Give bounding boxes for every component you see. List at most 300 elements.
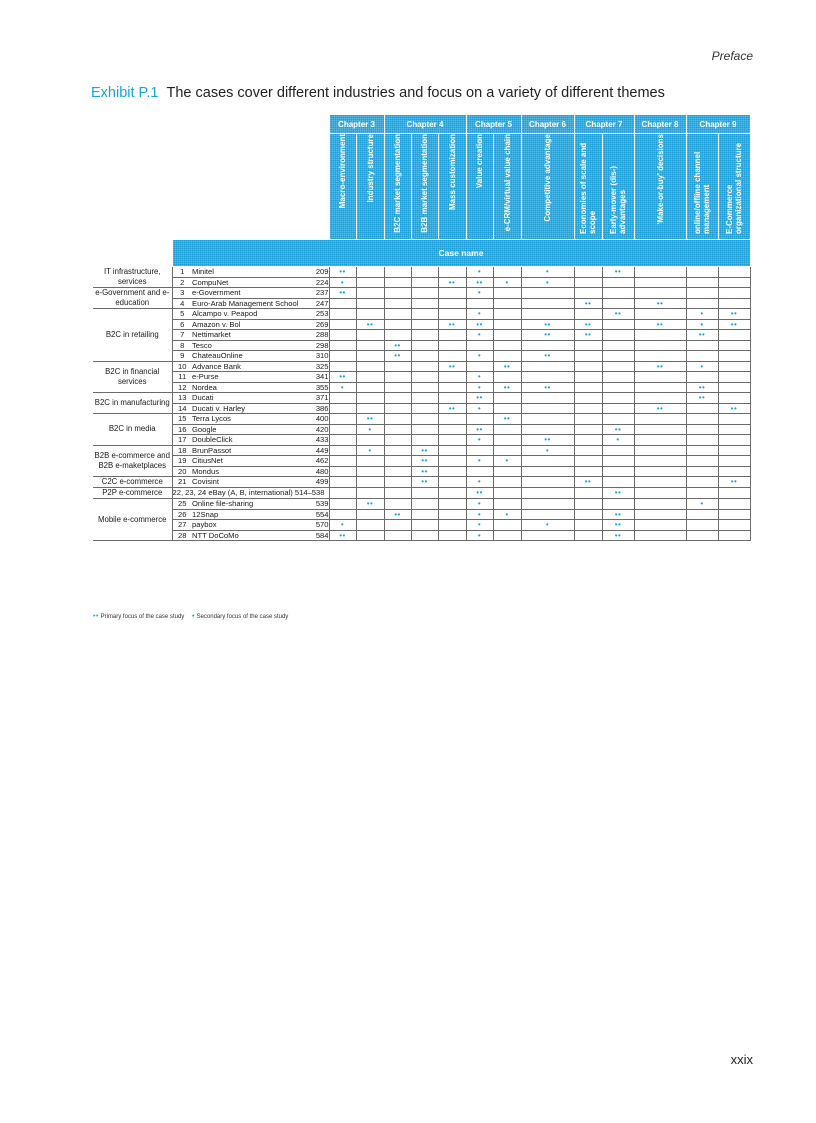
focus-mark — [686, 445, 718, 456]
focus-mark — [438, 382, 466, 393]
focus-mark — [329, 509, 356, 520]
theme-header — [384, 134, 411, 240]
focus-mark: •• — [521, 382, 574, 393]
focus-mark: •• — [411, 477, 438, 488]
theme-header — [329, 134, 356, 240]
case-name: Alcampo v. Peapod — [192, 309, 308, 320]
theme-header-label: B2C market segmentation — [393, 134, 402, 233]
focus-mark: • — [602, 435, 634, 446]
industry-group-label: Mobile e-commerce — [93, 499, 172, 541]
focus-mark — [411, 499, 438, 510]
focus-mark — [602, 456, 634, 467]
focus-mark: • — [493, 277, 521, 288]
focus-mark — [718, 298, 750, 309]
focus-mark — [718, 288, 750, 299]
exhibit-caption: The cases cover different industries and focus on a variety of different themes — [166, 85, 665, 101]
table-row — [93, 393, 750, 404]
focus-mark — [718, 267, 750, 278]
focus-mark: •• — [411, 466, 438, 477]
case-name: Euro-Arab Management School — [192, 298, 308, 309]
focus-mark — [634, 445, 686, 456]
focus-mark: •• — [466, 319, 493, 330]
focus-mark: • — [521, 445, 574, 456]
table-row — [93, 499, 750, 510]
focus-mark: •• — [574, 330, 602, 341]
case-number: 16 — [172, 424, 192, 435]
table-row — [93, 372, 750, 383]
focus-mark — [602, 319, 634, 330]
focus-mark — [634, 382, 686, 393]
focus-mark — [438, 298, 466, 309]
focus-mark — [384, 372, 411, 383]
focus-mark: •• — [634, 361, 686, 372]
focus-mark: •• — [602, 520, 634, 531]
chapter-header: Chapter 4 — [384, 115, 466, 134]
focus-mark — [493, 445, 521, 456]
focus-mark — [356, 393, 384, 404]
case-name: CompuNet — [192, 277, 308, 288]
focus-mark — [602, 351, 634, 362]
focus-mark — [574, 445, 602, 456]
focus-mark — [493, 488, 521, 499]
focus-mark — [602, 382, 634, 393]
case-name: BrunPassot — [192, 445, 308, 456]
focus-mark: • — [329, 520, 356, 531]
focus-mark: • — [686, 309, 718, 320]
focus-mark — [686, 414, 718, 425]
table-row — [93, 414, 750, 425]
case-page: 499 — [308, 477, 329, 488]
focus-mark — [686, 277, 718, 288]
focus-mark — [634, 488, 686, 499]
case-page: 433 — [308, 435, 329, 446]
focus-mark — [718, 424, 750, 435]
focus-mark — [329, 361, 356, 372]
theme-header-label: Value creation — [475, 134, 484, 189]
case-number: 10 — [172, 361, 192, 372]
focus-mark — [356, 477, 384, 488]
focus-mark — [411, 372, 438, 383]
focus-mark — [493, 520, 521, 531]
focus-mark: • — [521, 267, 574, 278]
focus-mark — [411, 277, 438, 288]
focus-mark — [329, 435, 356, 446]
theme-header-label: E-Commerce organizational structure — [725, 142, 743, 234]
case-name: DoubleClick — [192, 435, 308, 446]
industry-group-label: P2P e-commerce — [93, 488, 172, 499]
focus-mark — [438, 477, 466, 488]
focus-mark — [384, 530, 411, 541]
focus-mark — [384, 277, 411, 288]
focus-mark — [521, 309, 574, 320]
focus-mark — [411, 403, 438, 414]
header-spacer — [93, 240, 172, 267]
focus-mark — [521, 477, 574, 488]
focus-mark — [493, 372, 521, 383]
case-page: 253 — [308, 309, 329, 320]
focus-mark — [438, 340, 466, 351]
focus-mark — [356, 330, 384, 341]
focus-mark: • — [466, 372, 493, 383]
table-row — [93, 403, 750, 414]
chapter-header: Chapter 6 — [521, 115, 574, 134]
focus-mark: •• — [521, 330, 574, 341]
focus-mark — [411, 414, 438, 425]
focus-mark — [329, 309, 356, 320]
focus-mark — [686, 340, 718, 351]
focus-mark: •• — [602, 424, 634, 435]
focus-mark — [521, 424, 574, 435]
focus-mark — [411, 319, 438, 330]
focus-mark: •• — [384, 509, 411, 520]
table-row — [93, 277, 750, 288]
focus-mark — [634, 530, 686, 541]
focus-mark: •• — [686, 382, 718, 393]
page-number: xxix — [730, 1052, 753, 1067]
theme-header-label: Macro-environment — [338, 134, 347, 209]
header-spacer — [93, 115, 329, 134]
focus-mark — [438, 372, 466, 383]
focus-mark: •• — [438, 403, 466, 414]
focus-mark — [718, 509, 750, 520]
focus-mark — [521, 361, 574, 372]
focus-mark — [574, 372, 602, 383]
focus-mark: •• — [329, 267, 356, 278]
focus-mark — [411, 520, 438, 531]
focus-mark: •• — [356, 319, 384, 330]
focus-mark — [574, 466, 602, 477]
focus-mark — [493, 435, 521, 446]
case-name: Nettimarket — [192, 330, 308, 341]
industry-group-label: B2C in financial services — [93, 361, 172, 393]
focus-mark — [521, 530, 574, 541]
focus-mark — [466, 445, 493, 456]
focus-mark — [634, 288, 686, 299]
focus-mark: • — [356, 424, 384, 435]
case-number: 20 — [172, 466, 192, 477]
focus-mark — [384, 445, 411, 456]
focus-mark — [686, 403, 718, 414]
focus-mark — [574, 340, 602, 351]
theme-header-label: online/offline channel management — [693, 151, 711, 234]
focus-mark — [602, 361, 634, 372]
focus-mark — [602, 277, 634, 288]
theme-header-label: Early-mover (dis-) advantages — [609, 165, 627, 234]
theme-header — [466, 134, 493, 240]
exhibit-title — [91, 85, 665, 101]
focus-mark — [329, 393, 356, 404]
case-name: Google — [192, 424, 308, 435]
focus-mark: • — [521, 520, 574, 531]
focus-mark — [356, 340, 384, 351]
focus-mark — [718, 351, 750, 362]
focus-mark — [602, 330, 634, 341]
table-row — [93, 351, 750, 362]
focus-mark: •• — [466, 488, 493, 499]
focus-mark — [438, 288, 466, 299]
focus-mark — [438, 330, 466, 341]
focus-mark — [356, 382, 384, 393]
focus-mark — [493, 298, 521, 309]
case-number: 28 — [172, 530, 192, 541]
focus-mark — [686, 435, 718, 446]
focus-mark: •• — [356, 414, 384, 425]
focus-mark — [411, 393, 438, 404]
focus-mark — [384, 477, 411, 488]
focus-mark — [634, 414, 686, 425]
focus-mark — [574, 351, 602, 362]
focus-mark — [521, 466, 574, 477]
focus-mark — [329, 445, 356, 456]
focus-mark: • — [466, 403, 493, 414]
table-row — [93, 488, 750, 499]
theme-header-label: Mass customization — [447, 134, 457, 211]
focus-mark — [356, 435, 384, 446]
chapter-header: Chapter 8 — [634, 115, 686, 134]
focus-mark: •• — [521, 319, 574, 330]
focus-mark — [493, 499, 521, 510]
focus-mark — [329, 403, 356, 414]
focus-mark: • — [466, 267, 493, 278]
table-row — [93, 319, 750, 330]
focus-mark: •• — [466, 393, 493, 404]
focus-mark: •• — [686, 330, 718, 341]
case-page: 371 — [308, 393, 329, 404]
focus-mark: •• — [411, 445, 438, 456]
focus-mark — [634, 499, 686, 510]
focus-mark — [356, 309, 384, 320]
focus-mark: • — [466, 309, 493, 320]
focus-mark — [438, 520, 466, 531]
case-number: 2 — [172, 277, 192, 288]
focus-mark: • — [466, 509, 493, 520]
focus-mark — [384, 466, 411, 477]
focus-mark — [411, 298, 438, 309]
focus-mark — [718, 330, 750, 341]
focus-mark: •• — [466, 424, 493, 435]
table-row — [93, 509, 750, 520]
focus-mark — [686, 477, 718, 488]
focus-mark — [438, 456, 466, 467]
industry-group-label: B2B e-commerce and B2B e-maketplaces — [93, 445, 172, 477]
focus-mark — [356, 372, 384, 383]
focus-mark — [686, 298, 718, 309]
focus-mark — [493, 351, 521, 362]
focus-mark — [438, 530, 466, 541]
focus-mark — [602, 499, 634, 510]
case-number: 15 — [172, 414, 192, 425]
focus-mark — [493, 340, 521, 351]
focus-mark — [718, 488, 750, 499]
focus-mark — [356, 456, 384, 467]
focus-mark: •• — [521, 435, 574, 446]
case-name: 22, 23, 24 eBay (A, B, international) 514–538 — [172, 488, 329, 499]
focus-mark — [521, 456, 574, 467]
focus-mark — [521, 414, 574, 425]
case-name: Minitel — [192, 267, 308, 278]
case-name: NTT DoCoMo — [192, 530, 308, 541]
industry-group-label: B2C in media — [93, 414, 172, 446]
focus-mark — [718, 414, 750, 425]
focus-mark — [718, 372, 750, 383]
table-row — [93, 424, 750, 435]
focus-mark — [634, 520, 686, 531]
focus-mark — [329, 330, 356, 341]
table-row — [93, 361, 750, 372]
focus-mark — [521, 509, 574, 520]
chapter-header: Chapter 5 — [466, 115, 521, 134]
case-theme-table — [93, 114, 751, 541]
focus-mark: • — [466, 382, 493, 393]
focus-mark — [411, 288, 438, 299]
focus-mark: •• — [574, 477, 602, 488]
focus-mark — [411, 330, 438, 341]
focus-mark — [384, 488, 411, 499]
case-page: 288 — [308, 330, 329, 341]
header-spacer — [93, 134, 329, 240]
focus-mark — [411, 530, 438, 541]
case-name: ChateauOnline — [192, 351, 308, 362]
focus-mark — [356, 520, 384, 531]
focus-mark — [521, 340, 574, 351]
case-number: 4 — [172, 298, 192, 309]
focus-mark: •• — [686, 393, 718, 404]
case-page: 310 — [308, 351, 329, 362]
focus-mark — [384, 520, 411, 531]
case-name: CitiusNet — [192, 456, 308, 467]
case-page: 400 — [308, 414, 329, 425]
focus-mark — [718, 466, 750, 477]
theme-header — [438, 134, 466, 240]
focus-mark — [384, 435, 411, 446]
industry-group-label: IT infrastructure, services — [93, 267, 172, 288]
focus-mark — [411, 509, 438, 520]
table-row — [93, 456, 750, 467]
table-row — [93, 466, 750, 477]
case-page: 462 — [308, 456, 329, 467]
focus-mark — [634, 424, 686, 435]
legend-secondary — [192, 614, 288, 620]
case-number: 25 — [172, 499, 192, 510]
focus-mark — [356, 267, 384, 278]
industry-group-label: B2C in manufacturing — [93, 393, 172, 414]
focus-mark: • — [466, 530, 493, 541]
focus-mark — [411, 309, 438, 320]
case-page: 386 — [308, 403, 329, 414]
table-row — [93, 340, 750, 351]
focus-mark — [356, 361, 384, 372]
focus-mark — [602, 477, 634, 488]
focus-mark: •• — [438, 319, 466, 330]
focus-mark — [574, 488, 602, 499]
focus-mark: • — [493, 509, 521, 520]
focus-mark: •• — [329, 530, 356, 541]
focus-mark — [521, 298, 574, 309]
focus-mark — [438, 309, 466, 320]
focus-mark — [384, 319, 411, 330]
industry-group-label: e-Government and e-education — [93, 288, 172, 309]
focus-mark — [718, 277, 750, 288]
focus-mark — [634, 466, 686, 477]
focus-mark — [686, 424, 718, 435]
focus-mark — [356, 530, 384, 541]
case-page: 325 — [308, 361, 329, 372]
case-number: 14 — [172, 403, 192, 414]
focus-mark: •• — [438, 277, 466, 288]
focus-mark — [686, 351, 718, 362]
focus-mark — [634, 509, 686, 520]
case-page: 224 — [308, 277, 329, 288]
focus-mark — [686, 466, 718, 477]
focus-mark — [574, 499, 602, 510]
focus-mark — [574, 414, 602, 425]
theme-header-label: Competitive advantage — [543, 134, 552, 222]
focus-mark — [493, 424, 521, 435]
focus-mark — [686, 488, 718, 499]
focus-mark — [356, 509, 384, 520]
focus-mark — [574, 393, 602, 404]
focus-mark — [411, 267, 438, 278]
focus-mark — [493, 288, 521, 299]
focus-mark: •• — [718, 309, 750, 320]
focus-mark: •• — [493, 382, 521, 393]
focus-mark — [438, 466, 466, 477]
focus-mark — [686, 530, 718, 541]
exhibit-label: Exhibit P.1 — [91, 85, 159, 101]
case-name: paybox — [192, 520, 308, 531]
focus-mark — [466, 466, 493, 477]
case-name: Online file-sharing — [192, 499, 308, 510]
focus-mark — [574, 530, 602, 541]
case-number: 11 — [172, 372, 192, 383]
focus-mark — [329, 351, 356, 362]
focus-mark — [384, 361, 411, 372]
focus-mark — [574, 435, 602, 446]
focus-mark: • — [466, 351, 493, 362]
case-name: Covisint — [192, 477, 308, 488]
focus-mark — [574, 424, 602, 435]
case-page: 341 — [308, 372, 329, 383]
focus-mark — [574, 520, 602, 531]
theme-header — [686, 134, 718, 240]
focus-mark — [329, 424, 356, 435]
focus-mark — [718, 499, 750, 510]
focus-mark — [329, 456, 356, 467]
case-name: e-Purse — [192, 372, 308, 383]
focus-mark — [356, 488, 384, 499]
focus-mark — [574, 288, 602, 299]
focus-mark: •• — [602, 309, 634, 320]
case-number: 13 — [172, 393, 192, 404]
table-row — [93, 530, 750, 541]
focus-mark — [329, 488, 356, 499]
focus-mark — [384, 414, 411, 425]
focus-mark — [634, 330, 686, 341]
focus-mark — [384, 393, 411, 404]
focus-mark — [438, 435, 466, 446]
focus-mark: •• — [718, 403, 750, 414]
legend-primary — [93, 614, 186, 620]
case-name: e-Government — [192, 288, 308, 299]
case-page: 247 — [308, 298, 329, 309]
focus-mark — [574, 382, 602, 393]
focus-mark — [686, 456, 718, 467]
case-page: 449 — [308, 445, 329, 456]
focus-mark — [384, 309, 411, 320]
focus-mark — [438, 488, 466, 499]
focus-mark — [602, 372, 634, 383]
focus-mark — [521, 393, 574, 404]
